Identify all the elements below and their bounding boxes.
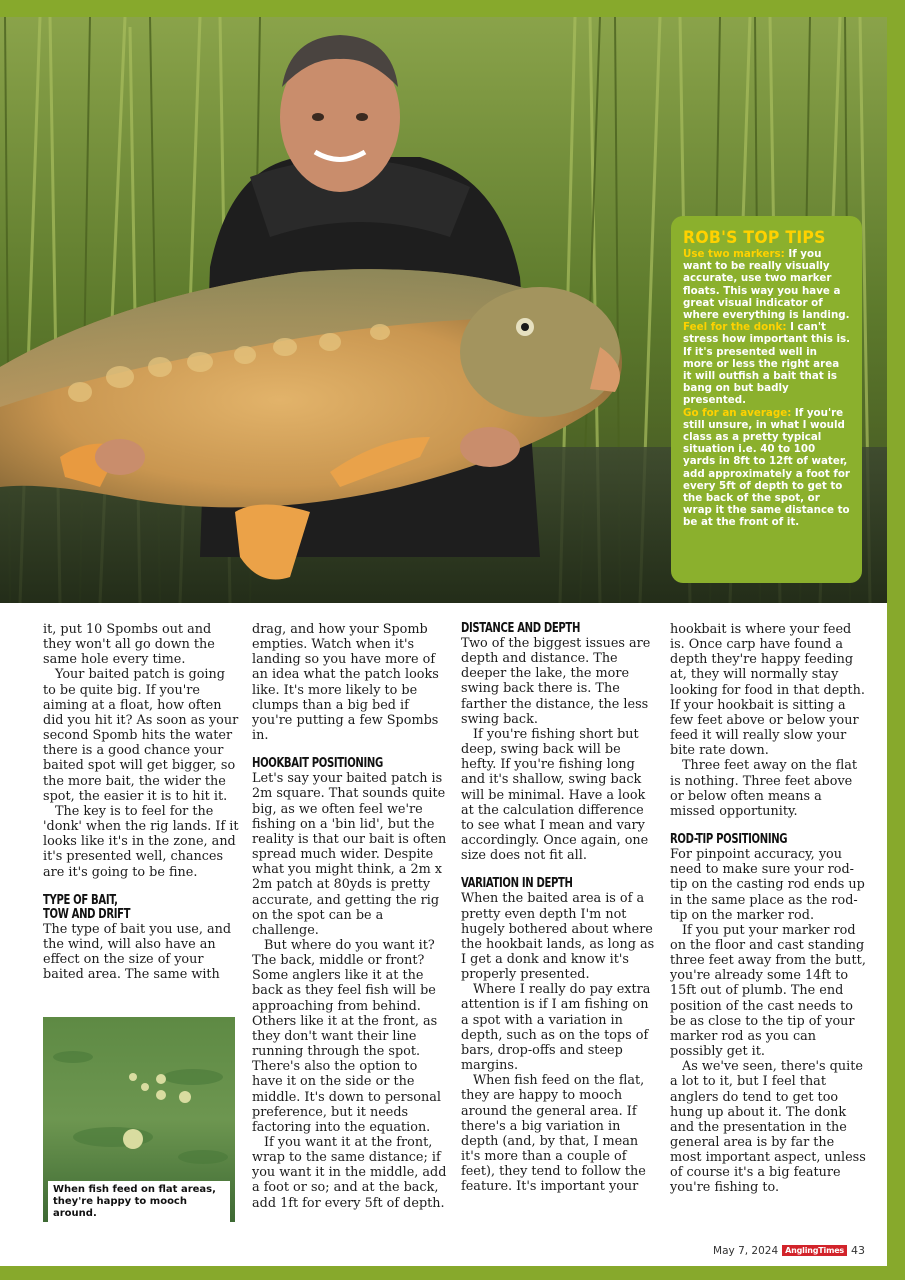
section-heading-hookbait-positioning: HOOKBAIT POSITIONING [252,756,383,772]
article-column-1 [43,622,239,982]
section-heading-rod-tip-positioning: ROD-TIP POSITIONING [670,832,788,848]
tip-label: Feel for the donk: [683,321,787,334]
page-number: 43 [851,1244,865,1257]
tip-item-feel-for-donk [683,321,850,406]
paragraph: As we've seen, there's quite a lot to it, but I feel that anglers do tend to get too hung up about it. The donk and the presentation in the general area is by far the most important aspect, unless of course it's a big feature you're fishing to. [670,1059,866,1196]
page-footer [713,1244,865,1257]
article-column-4 [670,622,866,1196]
paragraph: The type of bait you use, and the wind, will also have an effect on the size of your baited area. The same with [43,921,232,983]
paragraph: If you want it at the front, wrap to the same distance; if you want it in the middle, add a foot or so; and at the back, add 1ft for every 5ft of depth. [252,1135,447,1211]
paragraph: it, put 10 Spombs out and they won't all go down the same hole every time. [43,622,215,668]
top-tips-box [671,216,862,583]
paragraph: If you're fishing short but deep, swing back will be hefty. If you're fishing long and it's shallow, swing back will be minimal. Have a look at the calculation difference to see what I mean and vary accordingly. Once again, one size does not fit all. [461,726,649,864]
tip-label: Use two markers: [683,248,785,260]
page-frame-right [887,0,905,1280]
top-tips-title: ROB'S TOP TIPS [683,228,826,248]
inset-photo-lakebed-bait [43,1017,235,1222]
section-heading-type-of-bait: TYPE OF BAIT, TOW AND DRIFT [43,892,131,922]
magazine-logo: AnglingTimes [782,1245,847,1256]
paragraph: drag, and how your Spomb empties. Watch when it's landing so you have more of an idea what the patch looks like. It's more likely to be clumps than a big bed if you're putting a few Spombs in. [252,622,439,744]
paragraph: Let's say your baited patch is 2m square. That sounds quite big, as we often feel we're fishing on a 'bin lid', but the reality is that our bait is often spread much wider. Despite what you might think, a 2m x 2m patch at 80yds is pretty accurate, and getting the rig on the spot can be a challenge. [252,771,447,938]
section-heading-distance-and-depth: DISTANCE AND DEPTH [461,621,581,636]
issue-date: May 7, 2024 [713,1244,779,1257]
paragraph: When fish feed on the flat, they are happy to mooch around the general area. If there's a big variation in depth (and, by that, I mean it's more than a couple of feet), they tend to follow the feature. It's important your [461,1073,646,1195]
article-column-3 [461,622,657,1194]
tip-item-go-for-average [683,407,850,529]
article-column-2 [252,622,448,1211]
tip-text: If you're still unsure, in what I would class as a pretty typical situation i.e. 40 to 100 yards in 8ft to 12ft of water, add approximately a foot for every 5ft of depth to get to the back of the spot, or wrap it the same distance to be at the front of it. [683,406,850,529]
paragraph: Your baited patch is going to be quite big. If you're aiming at a float, how often did you hit it? As soon as your second Spomb hits the water there is a good chance your baited spot will get bigger, so the more bait, the wider the spot, the easier it is to hit it. [43,667,239,804]
paragraph: The key is to feel for the 'donk' when the rig lands. If it looks like it's in the zone, and it's presented well, chances are it's going to be fine. [43,803,239,880]
paragraph: hookbait is where your feed is. Once carp have found a depth they're happy feeding at, they will normally stay looking for food in that depth. If your hookbait is sitting a few feet above or below your feed it will really slow your bite rate down. [670,622,865,759]
paragraph: If you put your marker rod on the floor and cast standing three feet away from the butt, you're already some 14ft to 15ft out of plumb. The end position of the cast needs to be as close to the tip of your marker rod as you can possibly get it. [670,922,866,1060]
tip-item-use-two-markers [683,248,850,321]
paragraph: Two of the biggest issues are depth and distance. The deeper the lake, the more swing back there is. The farther the distance, the less swing back. [461,636,651,727]
page-frame-bottom [0,1266,905,1280]
paragraph: Where I really do pay extra attention is if I am fishing on a spot with a variation in depth, such as on the tops of bars, drop-offs and steep margins. [461,982,651,1074]
page-frame-top [0,0,905,17]
paragraph: For pinpoint accuracy, you need to make sure your rod-tip on the casting rod ends up in the same place as the rod-tip on the marker rod. [670,847,865,923]
tip-label: Go for an average: [683,406,792,419]
section-heading-variation-in-depth: VARIATION IN DEPTH [461,876,573,892]
paragraph: Three feet away on the flat is nothing. Three feet above or below often means a missed opportunity. [670,758,858,819]
inset-photo-caption: When fish feed on flat areas, they're happy to mooch around. [48,1181,230,1222]
tip-text: If you want to be really visually accurate, use two marker floats. This way you have a great visual indicator of where everything is landing. [683,248,850,322]
paragraph: But where do you want it? The back, middle or front? Some anglers like it at the back as they feel fish will be approaching from behind. Others like it at the front, as they don't want their line running through the spot. There's also the option to have it on the side or the middle. It's down to personal preference, but it needs factoring into the equation. [252,937,441,1135]
tip-text: I can't stress how important this is. If it's presented well in more or less the right area it will outfish a bait that is bang on but badly presented. [683,321,851,407]
paragraph: When the baited area is of a pretty even depth I'm not hugely bothered about where the hookbait lands, as long as I get a donk and know it's properly presented. [461,891,655,983]
